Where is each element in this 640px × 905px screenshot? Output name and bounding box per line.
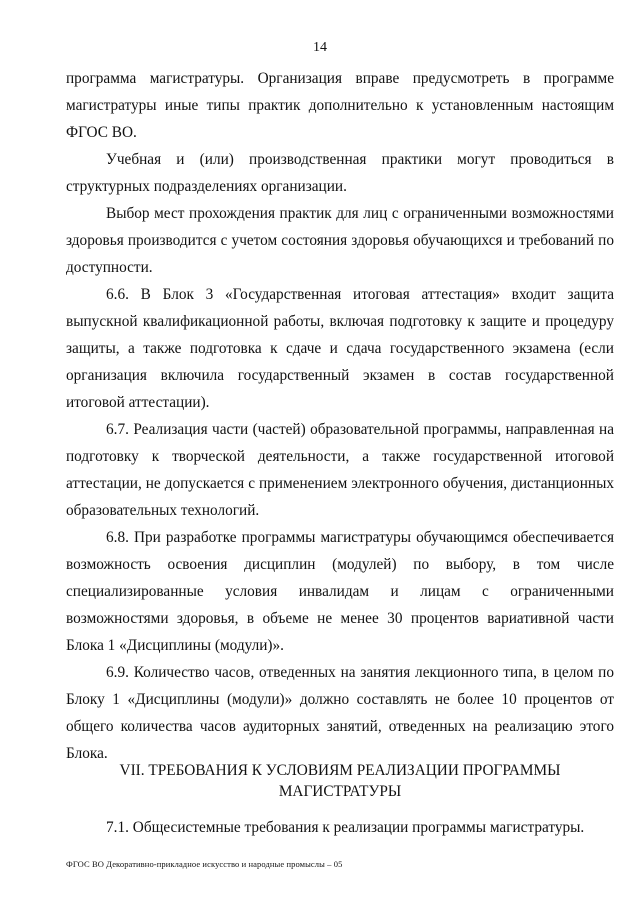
- paragraph-6-7: 6.7. Реализация части (частей) образовательной программы, направленная на подготовку к творческой деятельности, а также государственной итоговой аттестации, не допускается с применением электронного обучения, дистанционных образовательных технологий.: [66, 421, 614, 519]
- footer: ФГОС ВО Декоративно-прикладное искусство и народные промыслы – 05: [66, 859, 343, 869]
- section-heading: [66, 760, 614, 802]
- paragraph-program-continuation: программа магистратуры. Организация вправе предусмотреть в программе магистратуры иные типы практик дополнительно к установленным настоящим ФГОС ВО.: [66, 70, 614, 141]
- paragraph-practice-location: Учебная и (или) производственная практики могут проводиться в структурных подразделениях организации.: [66, 151, 614, 195]
- section-heading-line2: МАГИСТРАТУРЫ: [278, 783, 402, 800]
- section-heading-line1: VII. ТРЕБОВАНИЯ К УСЛОВИЯМ РЕАЛИЗАЦИИ ПРОГРАММЫ: [119, 762, 561, 779]
- page-number: 14: [313, 40, 327, 55]
- paragraph-6-8: 6.8. При разработке программы магистратуры обучающимся обеспечивается возможность освоения дисциплин (модулей) по выбору, в том числе специализированные условия инвалидам и лицам с ограниченными возможностями здоровья, в объеме не менее 30 процентов вариативной части Блока 1 «Дисциплины (модули)».: [66, 529, 614, 654]
- body-text: [66, 65, 614, 767]
- paragraph-practice-disabilities: Выбор мест прохождения практик для лиц с ограниченными возможностями здоровья производится с учетом состояния здоровья обучающихся и требований по доступности.: [66, 205, 614, 276]
- subsection-7-1: 7.1. Общесистемные требования к реализации программы магистратуры.: [106, 819, 585, 836]
- paragraph-6-9: 6.9. Количество часов, отведенных на занятия лекционного типа, в целом по Блоку 1 «Дисциплины (модули)» должно составлять не более 10 процентов от общего количества часов аудиторных занятий, отведенных на реализацию этого Блока.: [66, 664, 614, 762]
- paragraph-6-6: 6.6. В Блок 3 «Государственная итоговая аттестация» входит защита выпускной квалификационной работы, включая подготовку к защите и процедуру защиты, а также подготовка к сдаче и сдача государственного экзамена (если организация включила государственный экзамен в состав государственной итоговой аттестации).: [66, 286, 614, 411]
